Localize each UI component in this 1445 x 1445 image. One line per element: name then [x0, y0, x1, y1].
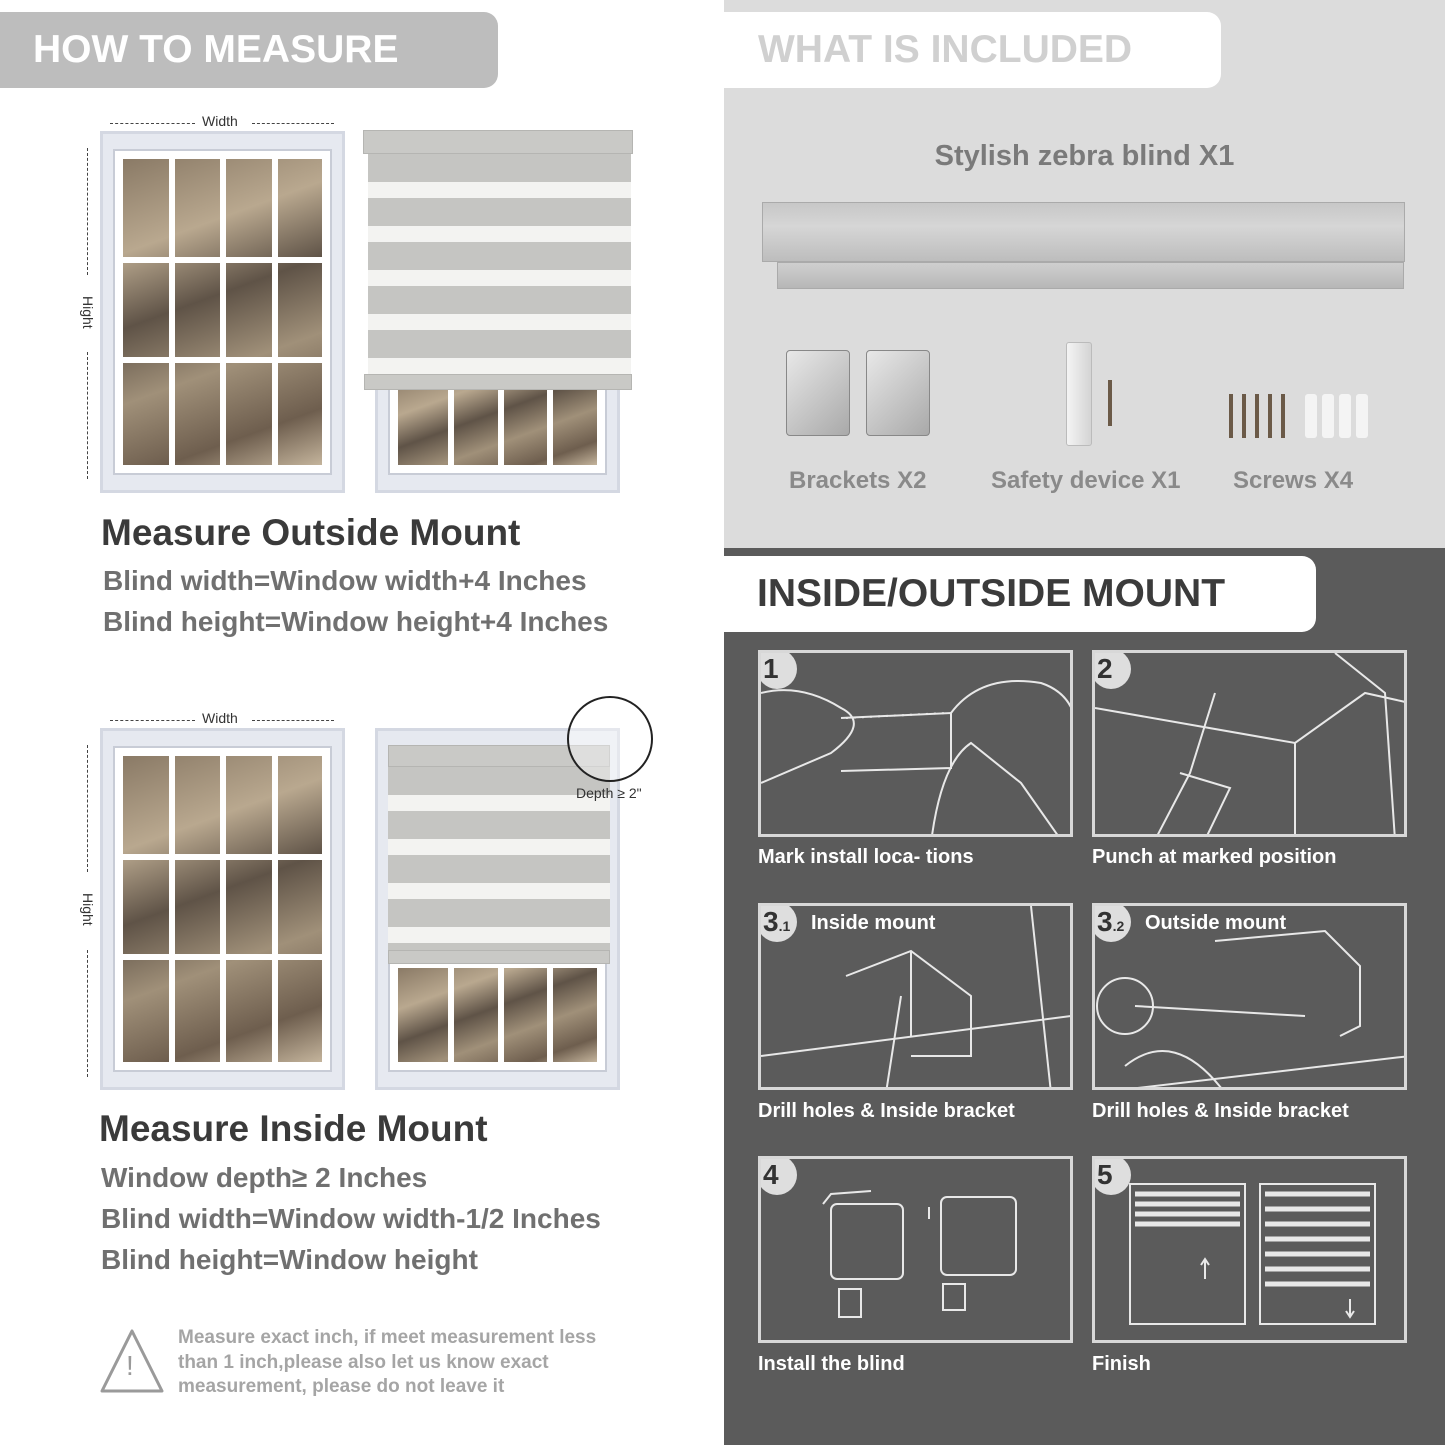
- screws-label: Screws X4: [1233, 467, 1354, 494]
- brackets-label: Brackets X2: [789, 467, 927, 494]
- outside-mount-title: Measure Outside Mount: [101, 512, 521, 553]
- step-number: 3.1: [758, 903, 797, 942]
- height-label: Hight: [80, 893, 96, 926]
- blind-headrail: [363, 130, 633, 154]
- height-label: Hight: [80, 296, 96, 329]
- bracket-image: [786, 350, 850, 436]
- screw-image: [1108, 380, 1112, 426]
- blind-bottom-rail: [388, 950, 610, 964]
- mount-banner: INSIDE/OUTSIDE MOUNT: [724, 556, 1316, 632]
- outside-rule: Blind height=Window height+4 Inches: [103, 606, 609, 637]
- step-number: 2: [1092, 650, 1131, 689]
- step-4-illustration: [758, 1156, 1073, 1343]
- warning-text: Measure exact inch, if meet measurement less than 1 inch,please also let us know exact measurement, please do not leave it: [178, 1327, 597, 1397]
- step-number: 5: [1092, 1156, 1131, 1195]
- step-3-2-caption: Drill holes & Inside bracket: [1092, 1100, 1349, 1122]
- step-1-caption: Mark install loca- tions: [758, 846, 974, 868]
- step-4-caption: Install the blind: [758, 1353, 905, 1375]
- step-2-illustration: [1092, 650, 1407, 837]
- zebra-blind-image: [368, 154, 631, 376]
- step-5-caption: Finish: [1092, 1353, 1151, 1375]
- inside-rule: Window depth≥ 2 Inches: [101, 1162, 428, 1193]
- blind-item-label: Stylish zebra blind X1: [934, 140, 1235, 172]
- step-3-1-illustration: [758, 903, 1073, 1090]
- step-title: Inside mount: [811, 912, 936, 934]
- what-is-included-banner: WHAT IS INCLUDED: [724, 12, 1221, 88]
- depth-magnifier: [567, 696, 653, 782]
- step-2-caption: Punch at marked position: [1092, 846, 1337, 868]
- bracket-image: [866, 350, 930, 436]
- headrail-lower-image: [777, 262, 1404, 289]
- step-title: Outside mount: [1145, 912, 1287, 934]
- warning-mark: !: [126, 1350, 134, 1381]
- step-number: 3.2: [1092, 903, 1131, 942]
- window-image: [100, 728, 345, 1090]
- step-number: 4: [758, 1156, 797, 1195]
- width-label: Width: [202, 710, 238, 726]
- step-number: 1: [758, 650, 797, 689]
- window-image: [100, 131, 345, 493]
- step-3-1-caption: Drill holes & Inside bracket: [758, 1100, 1015, 1122]
- inside-rule: Blind width=Window width-1/2 Inches: [101, 1203, 601, 1234]
- blind-bottom-rail: [364, 374, 632, 390]
- inside-rule: Blind height=Window height: [101, 1244, 478, 1275]
- headrail-image: [762, 202, 1405, 262]
- step-3-2-illustration: [1092, 903, 1407, 1090]
- inside-mount-title: Measure Inside Mount: [99, 1108, 488, 1149]
- how-to-measure-banner: HOW TO MEASURE: [0, 12, 498, 88]
- width-label: Width: [202, 113, 238, 129]
- step-1-illustration: [758, 650, 1073, 837]
- outside-rule: Blind width=Window width+4 Inches: [103, 565, 587, 596]
- safety-device-label: Safety device X1: [991, 467, 1181, 494]
- depth-label: Depth ≥ 2": [576, 785, 642, 801]
- safety-device-image: [1066, 342, 1092, 446]
- step-5-illustration: [1092, 1156, 1407, 1343]
